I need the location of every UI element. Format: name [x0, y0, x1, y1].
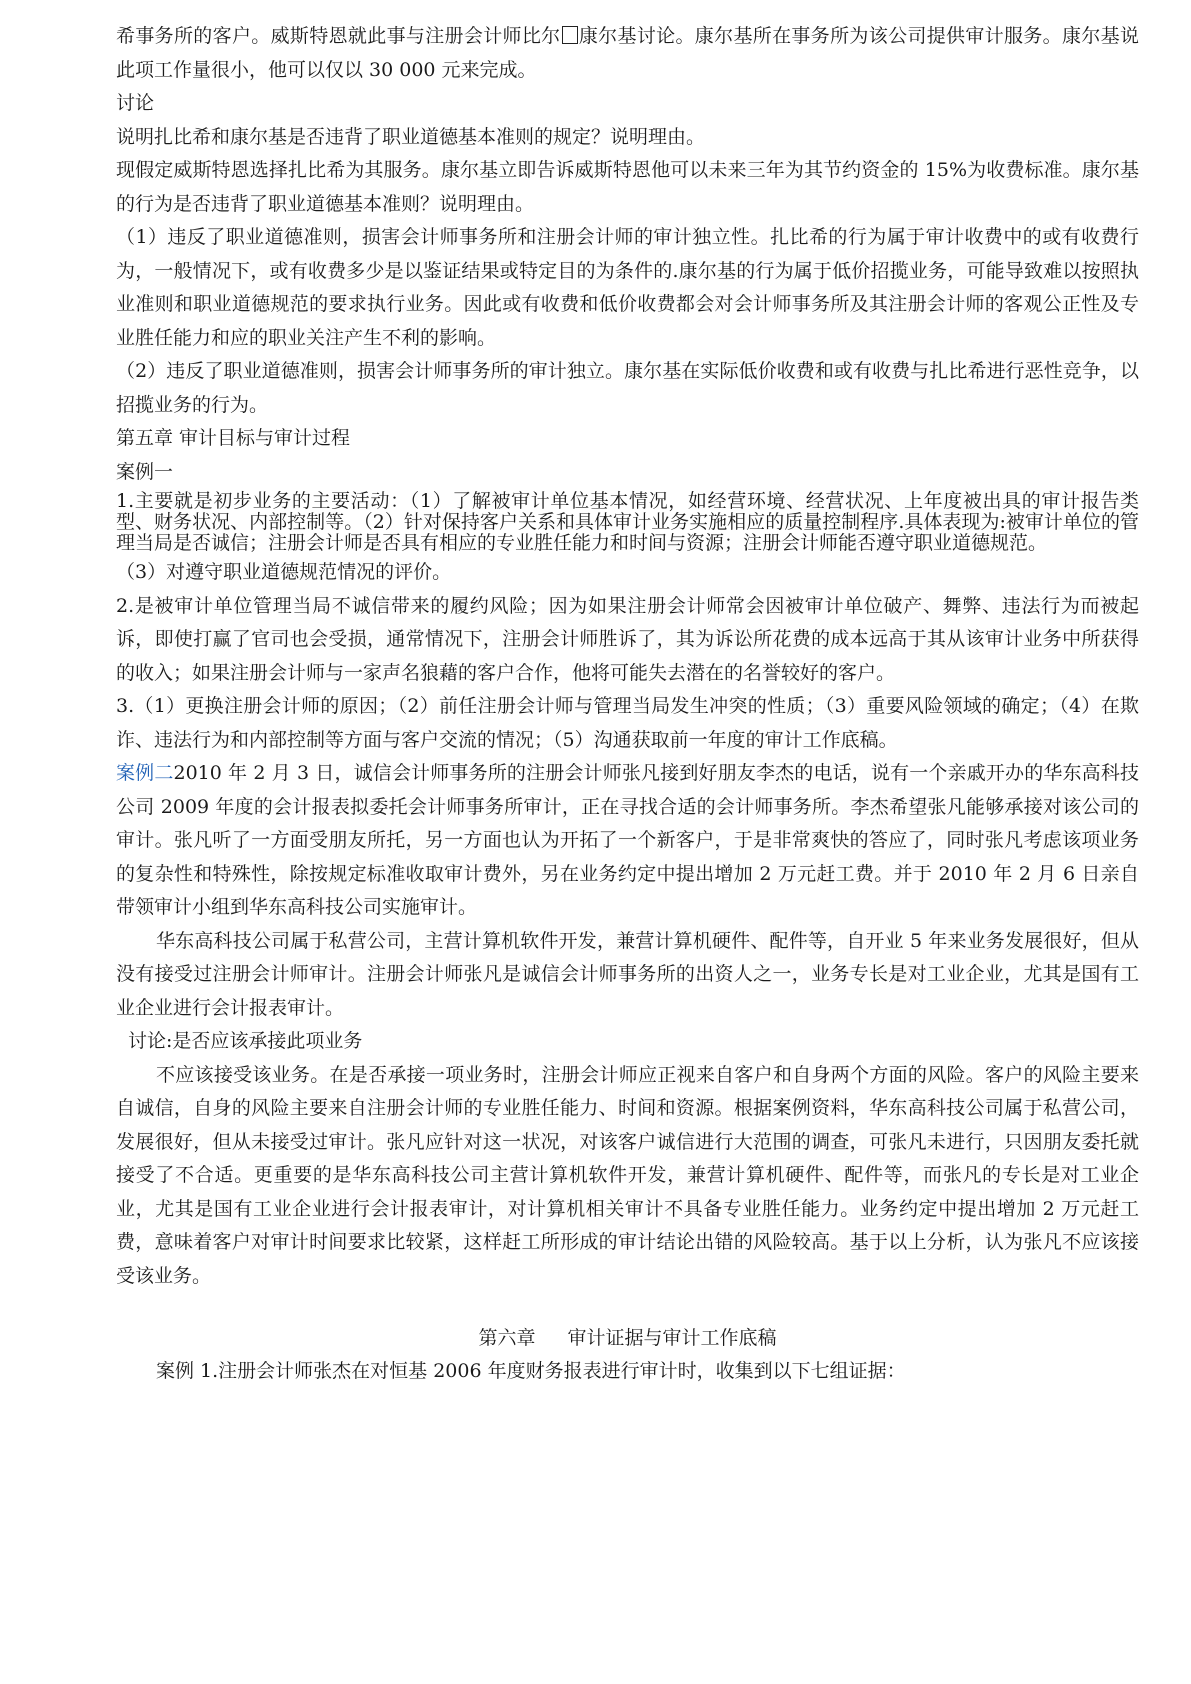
chapter-6-title: 第六章 审计证据与审计工作底稿: [478, 1327, 777, 1349]
case-2-link[interactable]: 案例二: [116, 762, 174, 784]
case-2-answer: 不应该接受该业务。在是否承接一项业务时，注册会计师应正视来自客户和自身两个方面的风险。客户的风险主要来自诚信，自身的风险主要来自注册会计师的专业胜任能力、时间和资源。根据案例资料，华东高科技公司属于私营公司，发展很好，但从未接受过审计。张凡应针对这一状况，对该客户诚信进行大范围的调查，可张凡未进行，只因朋友委托就接受了不合适。更重要的是华东高科技公司主营计算机软件开发，兼营计算机硬件、配件等，而张凡的专长是对工业企业，尤其是国有工业企业进行会计报表审计，对计算机相关审计不具备专业胜任能力。业务约定中提出增加 2 万元赶工费，意味着客户对审计时间要求比较紧，这样赶工所形成的审计结论出错的风险较高。基于以上分析，认为张凡不应该接受该业务。: [116, 1063, 1139, 1287]
case-last: 案例 1.注册会计师张杰在对恒基 2006 年度财务报表进行审计时，收集到以下七组证据：: [156, 1360, 906, 1382]
paragraph-continuation: 希事务所的客户。威斯特恩就此事与注册会计师比尔 康尔基讨论。康尔基所在事务所为该公司提供审计服务。康尔基说此项工作量很小，他可以仅以 30 000 元来完成。: [116, 25, 1139, 81]
case-2-paragraph: 案例二2010 年 2 月 3 日，诚信会计师事务所的注册会计师张凡接到好朋友李杰的电话，说有一个亲戚开办的华东高科技公司 2009 年度的会计报表拟委托会计师事务所审计，正在寻找合适的会计师事务所。李杰希望张凡能够承接对该公司的审计。张凡听了一方面受朋友所托，另一方面也认为开拓了一个新客户，于是非常爽快的答应了，同时张凡考虑该项业务的复杂性和特殊性，除按规定标准收取审计费外，另在业务约定中提出增加 2 万元赶工费。并于 2010 年 2 月 6 日亲自带领审计小组到华东高科技公司实施审计。: [116, 762, 1139, 918]
missing-glyph-box: [562, 26, 578, 44]
answer-1: （1）违反了职业道德准则，损害会计师事务所和注册会计师的审计独立性。扎比希的行为属于审计收费中的或有收费行为，一般情况下，或有收费多少是以鉴证结果或特定目的为条件的.康尔基的行为属于低价招揽业务，可能导致难以按照执业准则和职业道德规范的要求执行业务。因此或有收费和低价收费都会对会计师事务所及其注册会计师的客观公正性及专业胜任能力和应的职业关注产生不利的影响。: [116, 226, 1139, 349]
case-2-background: 华东高科技公司属于私营公司，主营计算机软件开发，兼营计算机硬件、配件等，自开业 5 年来业务发展很好，但从没有接受过注册会计师审计。注册会计师张凡是诚信会计师事务所的出资人之一，业务专长是对工业企业，尤其是国有工业企业进行会计报表审计。: [116, 929, 1139, 1019]
case-1-label: 案例一: [116, 460, 174, 483]
case-1-item-1: 1.主要就是初步业务的主要活动：（1）了解被审计单位基本情况，如经营环境、经营状况、上年度被出具的审计报告类型、财务状况、内部控制等。（2）针对保持客户关系和具体审计业务实施相应的质量控制程序.具体表现为:被审计单位的管理当局是否诚信；注册会计师是否具有相应的专业胜任能力和时间与资源；注册会计师能否遵守职业道德规范。: [116, 490, 1139, 554]
chapter-5-title: 第五章 审计目标与审计过程: [116, 427, 351, 449]
question-2: 现假定威斯特恩选择扎比希为其服务。康尔基立即告诉威斯特恩他可以未来三年为其节约资金的 15%为收费标准。康尔基的行为是否违背了职业道德基本准则？说明理由。: [116, 159, 1139, 215]
case-1-item-2: 2.是被审计单位管理当局不诚信带来的履约风险；因为如果注册会计师常会因被审计单位破产、舞弊、违法行为而被起诉，即使打赢了官司也会受损，通常情况下，注册会计师胜诉了，其为诉讼所花费的成本远高于其从该审计业务中所获得的收入；如果注册会计师与一家声名狼藉的客户合作，他将可能失去潜在的名誉较好的客户。: [116, 594, 1139, 684]
case-1-item-1b: （3）对遵守职业道德规范情况的评价。: [116, 561, 452, 583]
answer-2: （2）违反了职业道德准则，损害会计师事务所的审计独立。康尔基在实际低价收费和或有收费与扎比希进行恶性竞争，以招揽业务的行为。: [116, 360, 1139, 416]
case-1-item-3: 3.（1）更换注册会计师的原因；（2）前任注册会计师与管理当局发生冲突的性质；（3）重要风险领域的确定；（4）在欺诈、违法行为和内部控制等方面与客户交流的情况；（5）沟通获取前一年度的审计工作底稿。: [116, 695, 1139, 751]
case-2-question: 讨论:是否应该承接此项业务: [128, 1030, 363, 1052]
discussion-label: 讨论: [116, 92, 155, 114]
question-1: 说明扎比希和康尔基是否违背了职业道德基本准则的规定？说明理由。: [116, 125, 706, 148]
